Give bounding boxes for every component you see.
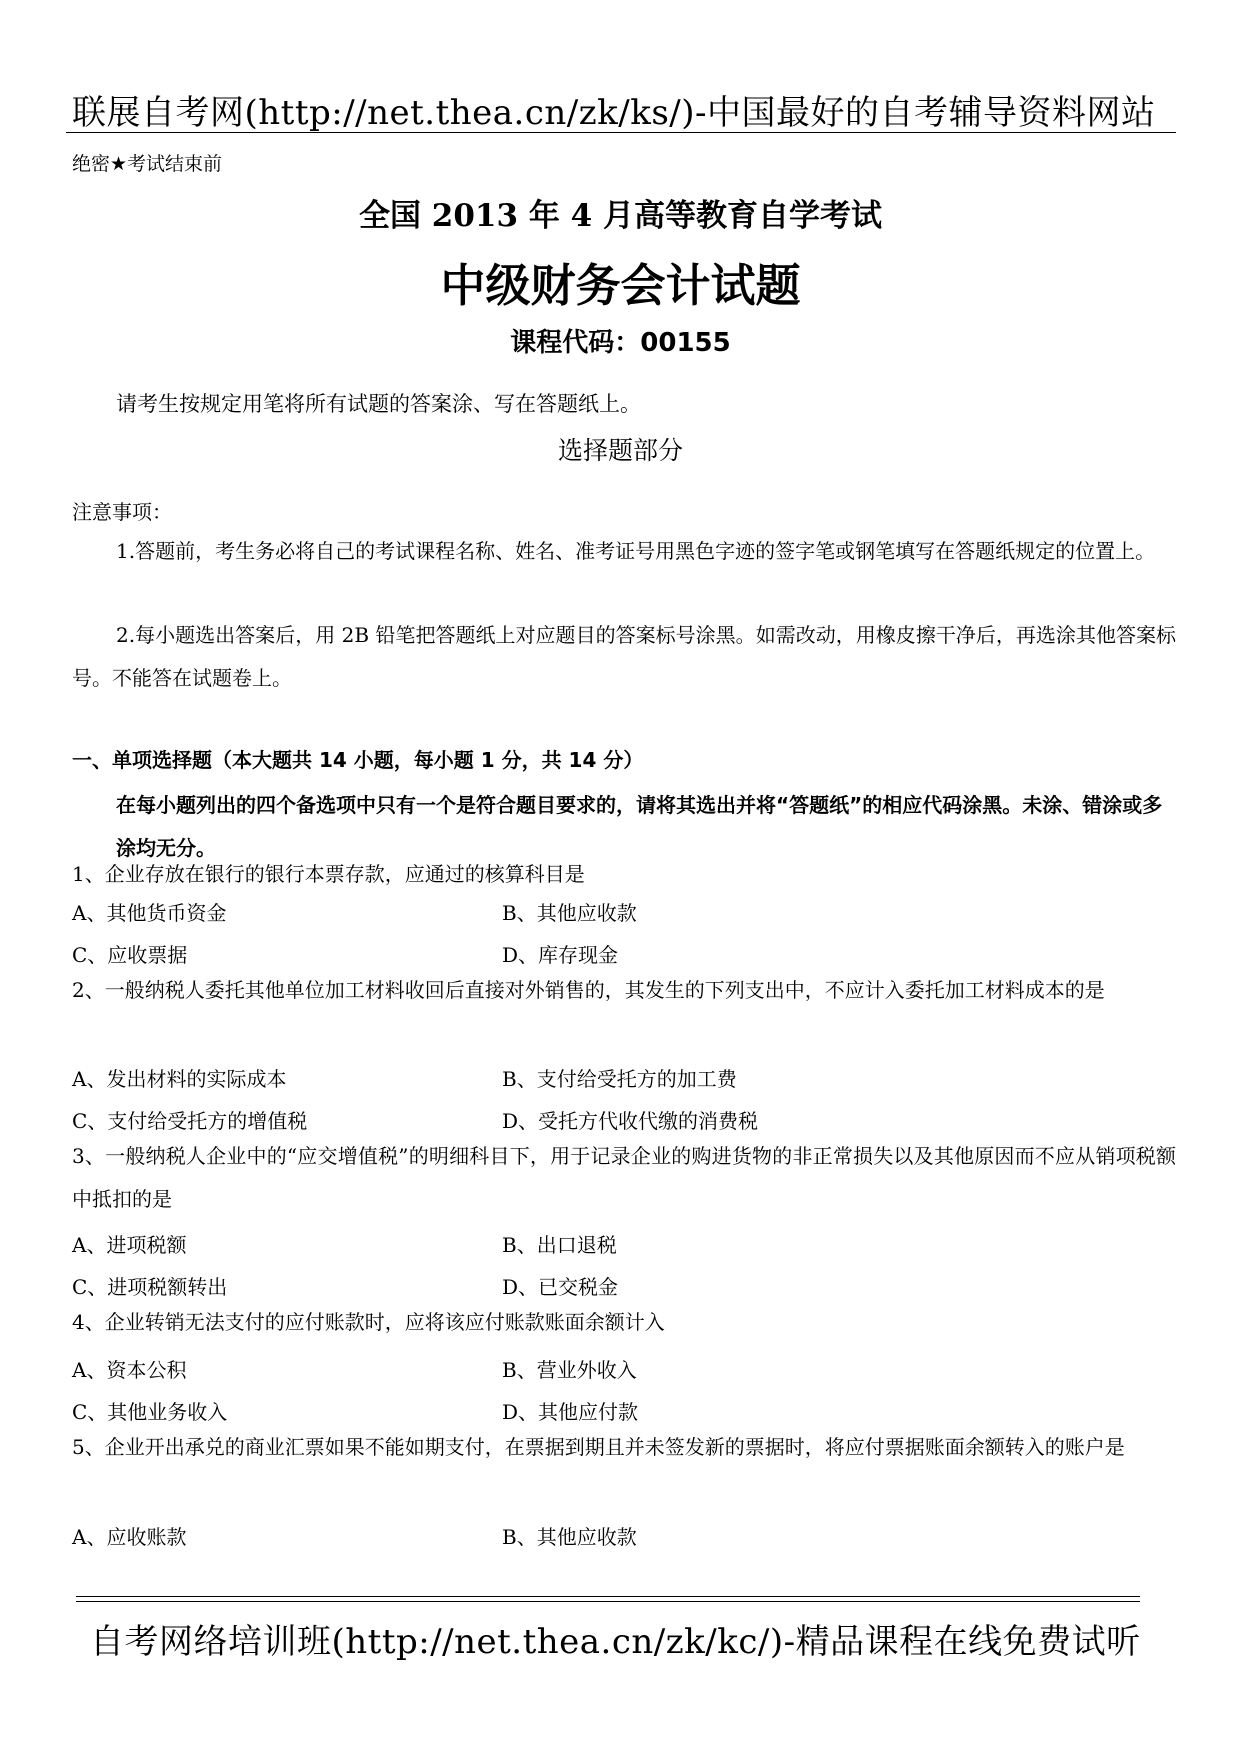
question-option: C、其他业务收入 [72,1400,228,1424]
question-stem: 1、企业存放在银行的银行本票存款，应通过的核算科目是 [72,862,585,886]
section-part-title: 选择题部分 [557,436,683,465]
question-option: B、其他应收款 [502,1525,637,1549]
question-option: B、支付给受托方的加工费 [502,1067,737,1091]
question-stem: 2、一般纳税人委托其他单位加工材料收回后直接对外销售的，其发生的下列支出中，不应计入委托加工材料成本的是 [72,978,1105,1002]
question-option: B、其他应收款 [502,901,637,925]
secret-mark: 绝密★考试结束前 [72,153,223,175]
question-stem: 4、企业转销无法支付的应付账款时，应将该应付账款账面余额计入 [72,1310,665,1334]
question-option: C、应收票据 [72,943,188,967]
course-code: 课程代码：00155 [510,328,731,358]
question-option: B、出口退税 [502,1233,617,1257]
header-site-link[interactable]: 联展自考网(http://net.thea.cn/zk/ks/)-中国最好的自考辅导资料网站 [72,93,1156,133]
question-option: A、资本公积 [72,1358,187,1382]
question-option: B、营业外收入 [502,1358,637,1382]
question-option: D、受托方代收代缴的消费税 [502,1109,759,1133]
exam-title: 全国 2013 年 4 月高等教育自学考试 [358,198,883,234]
footer-site-link[interactable]: 自考网络培训班(http://net.thea.cn/zk/kc/)-精品课程在线免费试听 [90,1622,1141,1662]
question-option: D、库存现金 [502,943,619,967]
exam-instruction: 请考生按规定用笔将所有试题的答案涂、写在答题纸上。 [116,392,641,416]
note-item: 1.答题前，考生务必将自己的考试课程名称、姓名、准考证号用黑色字迹的签字笔或钢笔填写在答题纸规定的位置上。 [116,539,1156,563]
question-option: C、支付给受托方的增值税 [72,1109,308,1133]
question-option: D、其他应付款 [502,1400,639,1424]
question-option: A、发出材料的实际成本 [72,1067,287,1091]
question-option: C、进项税额转出 [72,1275,228,1299]
question-option: A、其他货币资金 [72,901,227,925]
section-description: 在每小题列出的四个备选项中只有一个是符合题目要求的，请将其选出并将“答题纸”的相应代码涂黑。未涂、错涂或多涂均无分。 [116,793,1163,860]
question-stem: 5、企业开出承兑的商业汇票如果不能如期支付，在票据到期且并未签发新的票据时，将应付票据账面余额转入的账户是 [72,1435,1125,1459]
note-item: 2.每小题选出答案后，用 2B 铅笔把答题纸上对应题目的答案标号涂黑。如需改动，用橡皮擦干净后，再选涂其他答案标号。不能答在试题卷上。 [72,623,1176,690]
section-title: 一、单项选择题（本大题共 14 小题，每小题 1 分，共 14 分） [72,748,644,772]
question-option: A、应收账款 [72,1525,187,1549]
question-option: A、进项税额 [72,1233,187,1257]
question-option: D、已交税金 [502,1275,619,1299]
question-stem: 3、一般纳税人企业中的“应交增值税”的明细科目下，用于记录企业的购进货物的非正常损失以及其他原因而不应从销项税额中抵扣的是 [72,1144,1176,1211]
notes-heading: 注意事项： [72,500,172,524]
subject-title: 中级财务会计试题 [440,259,801,312]
footer-divider [76,1596,1140,1602]
header-divider [66,132,1176,133]
